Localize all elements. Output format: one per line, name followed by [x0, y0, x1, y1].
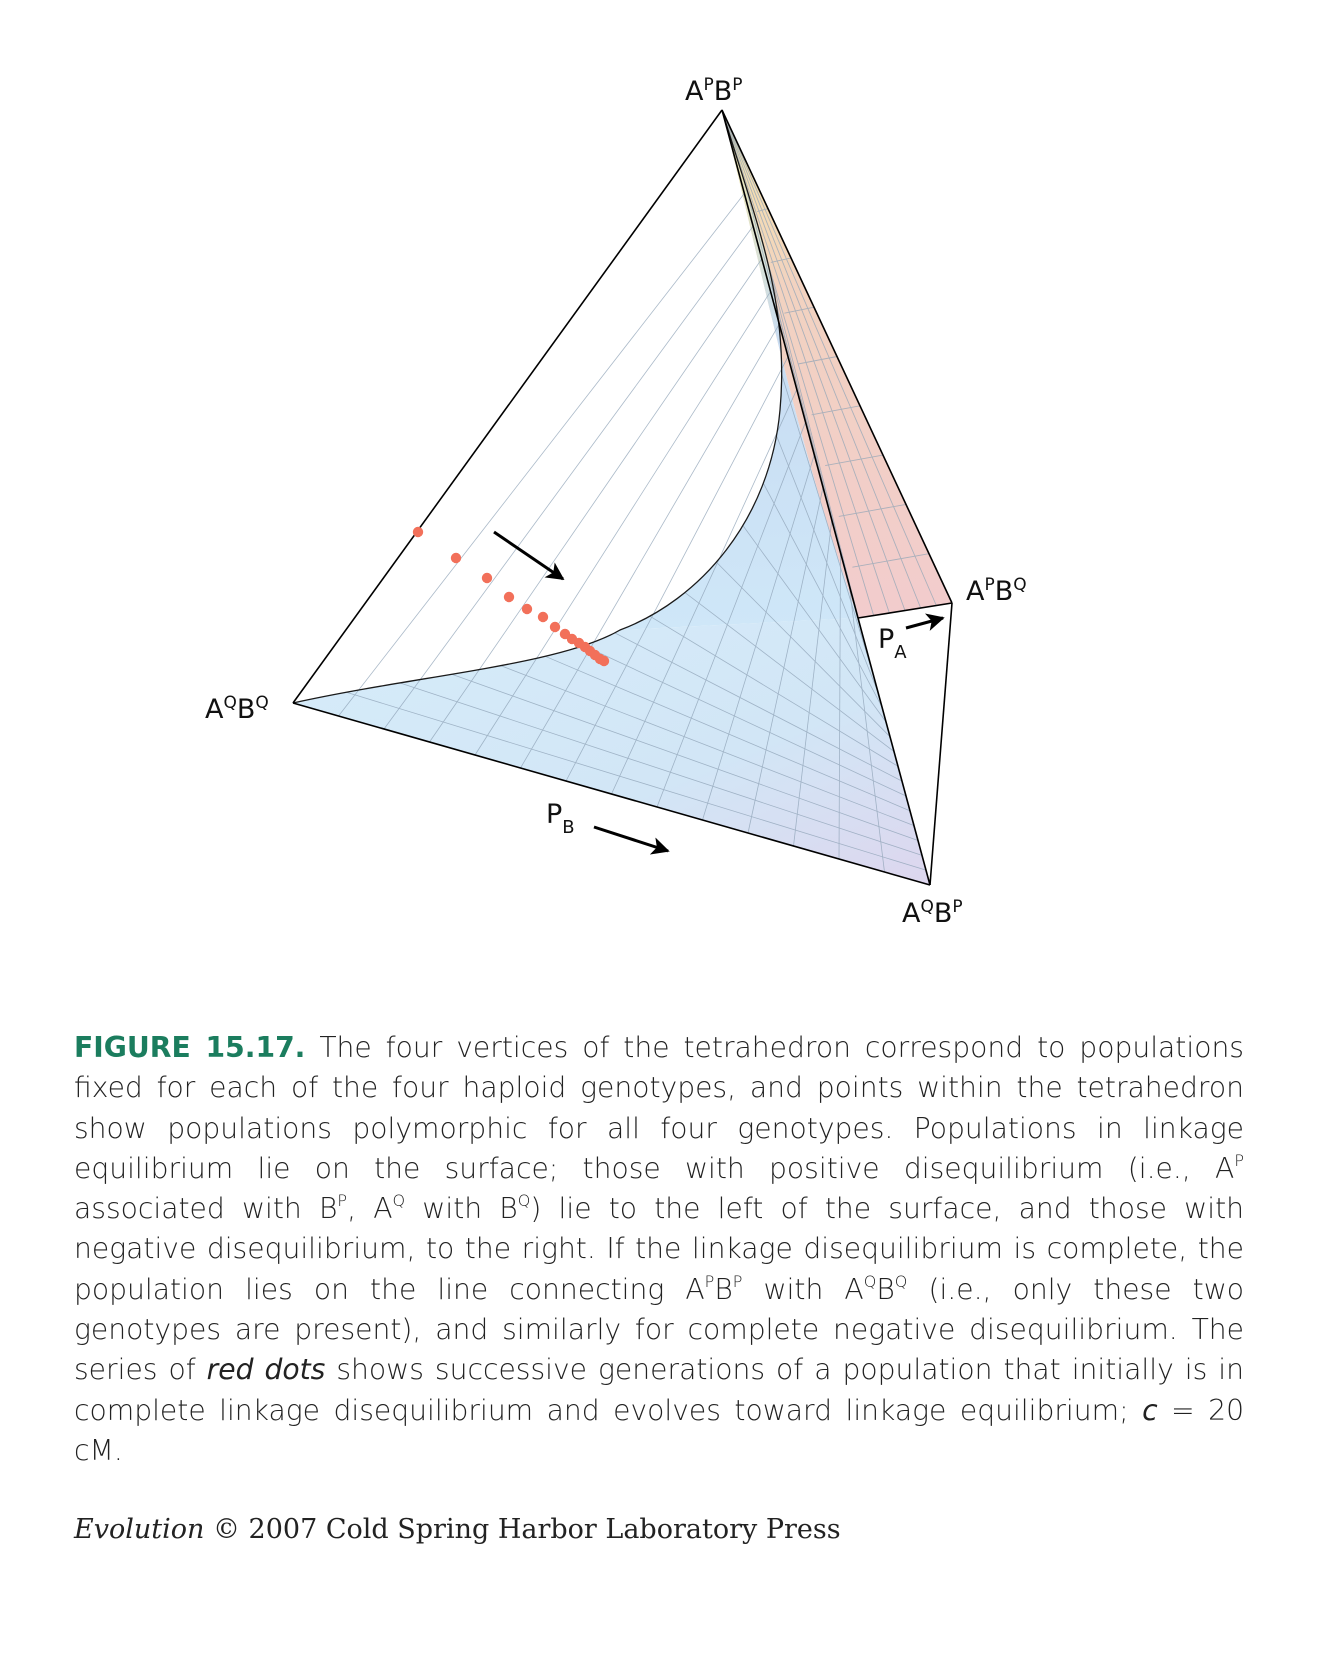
- figure-caption: FIGURE 15.17. The four vertices of the tetrahedron correspond to populations fixed for each of the four haploid genotypes, and points within the tetrahedron show populations polymorphic for all four genotypes. Populations in linkage equilibrium lie on the surface; those with positive disequilibrium (i.e., $A^P$ associated with $B^P$, $A^Q$ with $B^Q$) lie to the left of the surface, and those with negative disequilibrium, to the right. If the linkage disequilibrium is complete, the population lies on the line connecting $A^PB^P$ with $A^QB^Q$ (i.e., only these two genotypes are present), and similarly for complete negative disequilibrium. The series of red dots shows successive generations of a population that initially is in complete linkage disequilibrium and evolves toward linkage equilibrium; c = 20 cM.: [74, 1031, 1244, 1467]
- pa-arrow: [906, 618, 943, 628]
- pb-arrow: [594, 827, 668, 851]
- copyright-line: Evolution © 2007 Cold Spring Harbor Laboratory Press: [74, 1514, 841, 1545]
- red-dot: [482, 573, 492, 583]
- red-dot: [599, 656, 609, 666]
- vertex-label-apbp: $A^PB^P$: [685, 75, 743, 107]
- axis-label-pa: $P_A$: [878, 624, 907, 663]
- vertex-label-aqbq: $A^QB^Q$: [205, 693, 269, 725]
- figure-label: FIGURE 15.17.: [74, 1031, 306, 1064]
- trajectory-arrow: [494, 532, 563, 579]
- axis-label-pb: $P_B$: [546, 799, 575, 838]
- red-dots-series: [413, 527, 609, 666]
- red-dot: [538, 612, 548, 622]
- red-dot: [413, 527, 423, 537]
- surface-lower-face: [293, 618, 930, 885]
- red-dot: [522, 604, 532, 614]
- vertex-label-aqbp: $A^QB^P$: [902, 897, 963, 929]
- edge-apbq-aqbp: [930, 603, 952, 885]
- vertex-label-apbq: $A^PB^Q$: [966, 575, 1027, 607]
- red-dot: [451, 553, 461, 563]
- red-dot: [550, 622, 560, 632]
- red-dot: [504, 592, 514, 602]
